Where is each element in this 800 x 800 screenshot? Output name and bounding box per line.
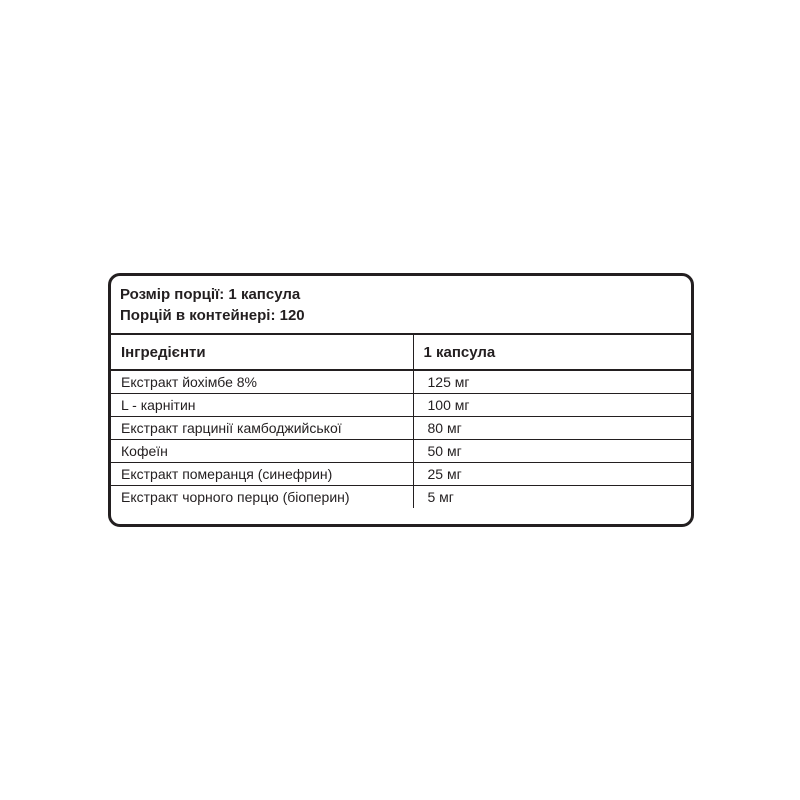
ingredient-name: Кофеїн	[111, 440, 413, 463]
ingredient-name: Екстракт гарцинії камбоджийської	[111, 417, 413, 440]
header-ingredients: Інгредієнти	[111, 335, 413, 370]
table-row	[111, 417, 691, 440]
ingredient-amount: 125 мг	[413, 370, 691, 394]
ingredient-amount: 50 мг	[413, 440, 691, 463]
ingredient-name: Екстракт йохімбе 8%	[111, 370, 413, 394]
table-row	[111, 370, 691, 394]
ingredient-amount: 100 мг	[413, 394, 691, 417]
ingredient-amount: 5 мг	[427, 489, 454, 505]
table-row	[111, 440, 691, 463]
table-header-row	[111, 335, 691, 370]
ingredient-name: Екстракт чорного перцю (біоперин)	[111, 486, 413, 509]
table-row	[111, 486, 691, 509]
serving-info	[111, 276, 691, 335]
ingredient-name: Екстракт померанця (синефрин)	[111, 463, 413, 486]
supplement-facts-panel	[108, 273, 694, 527]
ingredient-amount: 80 мг	[413, 417, 691, 440]
table-row	[111, 463, 691, 486]
serving-size: Розмір порції: 1 капсула	[120, 286, 301, 303]
header-amount: 1 капсула	[413, 335, 691, 370]
servings-per-container: Порцій в контейнері: 120	[120, 307, 305, 324]
ingredients-table	[111, 335, 691, 508]
table-row	[111, 394, 691, 417]
ingredient-name: L - карнітин	[111, 394, 413, 417]
ingredient-amount: 25 мг	[413, 463, 691, 486]
